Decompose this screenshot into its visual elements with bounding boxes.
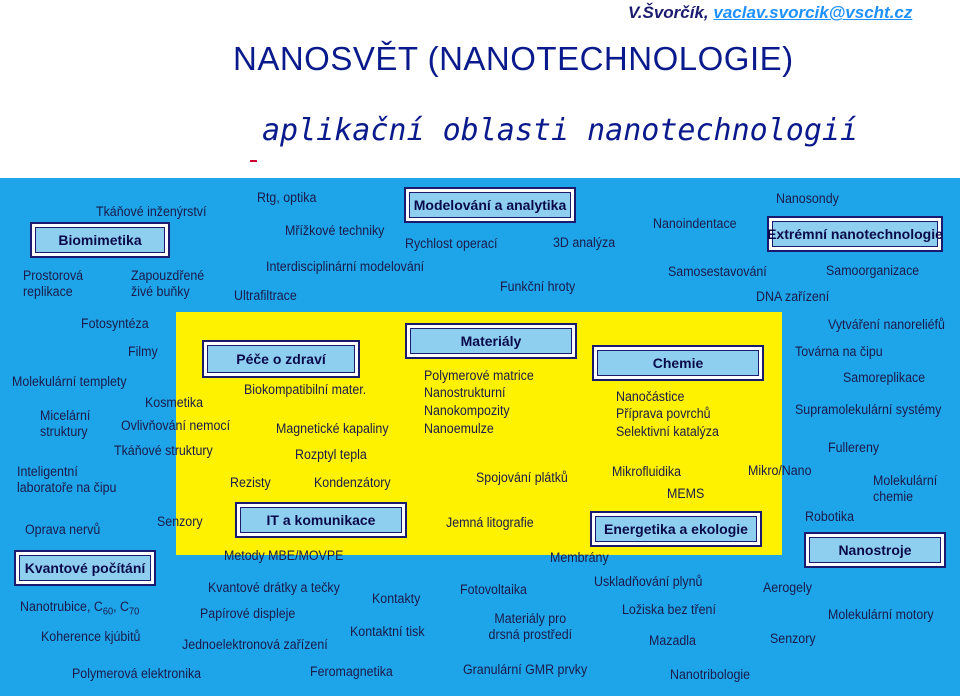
category-box-energetika [590, 511, 762, 547]
term-molekularni-motory: Molekulární motory [828, 607, 934, 622]
term-mikrofluidika: Mikrofluidika [612, 464, 682, 479]
term-nanocastice: Nanočástice [616, 389, 685, 404]
term-robotika: Robotika [805, 509, 855, 524]
term-samoreplikace: Samoreplikace [843, 370, 926, 385]
term-magneticke-kapaliny: Magnetické kapaliny [276, 421, 389, 436]
term-ultrafiltrace: Ultrafiltrace [234, 288, 297, 303]
term-biokompatibilni: Biokompatibilní mater. [244, 382, 367, 397]
term-kosmetika: Kosmetika [145, 395, 203, 410]
category-box-pece [202, 340, 360, 378]
category-label: IT a komunikace [240, 507, 402, 533]
term-uskladnovani-plynu: Uskladňování plynů [594, 574, 703, 589]
term-kvantove-dratky: Kvantové drátky a tečky [208, 580, 340, 595]
term-tkanove-inzenyrstvi: Tkáňové inženýrství [96, 204, 207, 219]
term-fotovoltaika: Fotovoltaika [460, 582, 527, 597]
page-subtitle: aplikační oblasti nanotechnologií [262, 113, 859, 148]
author-email-link[interactable]: vaclav.svorcik@vscht.cz [713, 3, 913, 22]
term-aerogely: Aerogely [763, 580, 813, 595]
category-label: Extrémní nanotechnologie [772, 221, 938, 247]
term-3d-analyza: 3D analýza [553, 235, 616, 250]
term-nanostrukturni: Nanostrukturní [424, 385, 506, 400]
term-nanosondy: Nanosondy [776, 191, 839, 206]
page-title: NANOSVĚT (NANOTECHNOLOGIE) [233, 40, 794, 77]
category-label: Energetika a ekologie [595, 516, 757, 542]
term-polymerove-matrice: Polymerové matrice [424, 368, 534, 383]
category-box-it [235, 502, 407, 538]
term-feromagnetika: Feromagnetika [310, 664, 393, 679]
term-molekularni-chemie: Molekulární chemie [873, 473, 938, 504]
term-fotosynteza: Fotosyntéza [81, 316, 149, 331]
category-box-nanostroje [804, 532, 946, 568]
author-name: V.Švorčík, [628, 3, 709, 22]
term-rtg-optika: Rtg, optika [257, 190, 317, 205]
term-interdisciplinarni: Interdisciplinární modelování [266, 259, 425, 274]
term-molekularni-templety: Molekulární templety [12, 374, 127, 389]
term-kontaktni-tisk: Kontaktní tisk [350, 624, 425, 639]
category-label: Nanostroje [809, 537, 941, 563]
term-rozptyl-tepla: Rozptyl tepla [295, 447, 367, 462]
term-loziska-bez-treni: Ložiska bez tření [622, 602, 716, 617]
term-nanoreliefy: Vytváření nanoreliéfů [828, 317, 945, 332]
term-priprava-povrchu: Příprava povrchů [616, 406, 711, 421]
term-ovlivnovani-nemoci: Ovlivňování nemocí [121, 418, 231, 433]
term-mikro-nano: Mikro/Nano [748, 463, 812, 478]
term-mems: MEMS [667, 486, 705, 501]
term-spojovani-platku: Spojování plátků [476, 470, 568, 485]
term-metody-mbe: Metody MBE/MOVPE [224, 548, 344, 563]
term-jemna-litografie: Jemná litografie [446, 515, 534, 530]
term-nanotribologie: Nanotribologie [670, 667, 751, 682]
term-rezisty: Rezisty [230, 475, 271, 490]
term-dna-zarizeni: DNA zařízení [756, 289, 830, 304]
term-selektivni-katalyza: Selektivní katalýza [616, 424, 719, 439]
category-label: Chemie [597, 350, 759, 376]
category-label: Materiály [410, 328, 572, 354]
term-nanokompozity: Nanokompozity [424, 403, 510, 418]
term-tkanove-struktury: Tkáňové struktury [114, 443, 213, 458]
term-nanoemulze: Nanoemulze [424, 421, 494, 436]
c60-subscript: 60 [102, 606, 114, 618]
term-jednoelektronova: Jednoelektronová zařízení [182, 637, 328, 652]
category-box-materialy [405, 323, 577, 359]
nanotech-diagram [0, 178, 960, 696]
c70-prefix: , C [113, 599, 129, 614]
term-senzory-right: Senzory [770, 631, 816, 646]
author-credit [628, 3, 912, 23]
term-fullereny: Fullereny [828, 440, 880, 455]
term-mazadla: Mazadla [649, 633, 696, 648]
term-polymerova-elektronika: Polymerová elektronika [72, 666, 202, 681]
category-label: Biomimetika [35, 227, 165, 253]
term-micelarni-struktury: Micelární struktury [40, 408, 91, 439]
nanotrubice-text: Nanotrubice, C [20, 599, 103, 614]
category-box-kvantove [14, 550, 156, 586]
term-samoorganizace: Samoorganizace [826, 263, 920, 278]
term-granularni-gmr: Granulární GMR prvky [463, 662, 588, 677]
term-materialy-pro-drsna: Materiály pro drsná prostředí [488, 611, 573, 642]
term-koherence-kjubitu: Koherence kjúbitů [41, 629, 141, 644]
category-box-chemie [592, 345, 764, 381]
category-box-extremni [767, 216, 943, 252]
term-inteligentni-laboratore: Inteligentní laboratoře na čipu [17, 464, 117, 495]
term-kontakty: Kontakty [372, 591, 421, 606]
term-nanoindentace: Nanoindentace [653, 216, 737, 231]
term-prostorova-replikace: Prostorová replikace [23, 268, 84, 299]
term-filmy: Filmy [128, 344, 158, 359]
category-box-modelovani [404, 187, 576, 223]
term-samosestavovani: Samosestavování [668, 264, 767, 279]
term-nanotrubice [20, 599, 139, 621]
category-box-biomimetika [30, 222, 170, 258]
term-supramolekularni: Supramolekulární systémy [795, 402, 942, 417]
category-label: Kvantové počítání [19, 555, 151, 581]
term-kondenzatory: Kondenzátory [314, 475, 391, 490]
category-label: Péče o zdraví [207, 345, 355, 373]
term-mrizkove-techniky: Mřížkové techniky [285, 223, 385, 238]
term-tovarna-na-cipu: Továrna na čipu [795, 344, 883, 359]
term-membrany: Membrány [550, 550, 609, 565]
term-zapouzdrene-bunky: Zapouzdřené živé buňky [131, 268, 205, 299]
term-funkcni-hroty: Funkční hroty [500, 279, 576, 294]
term-rychlost-operaci: Rychlost operací [405, 236, 498, 251]
term-papirove-displeje: Papírové displeje [200, 606, 296, 621]
category-label: Modelování a analytika [409, 192, 571, 218]
c70-subscript: 70 [128, 606, 140, 618]
term-senzory-left: Senzory [157, 514, 203, 529]
term-oprava-nervu: Oprava nervů [25, 522, 101, 537]
decorative-dash [250, 160, 257, 162]
